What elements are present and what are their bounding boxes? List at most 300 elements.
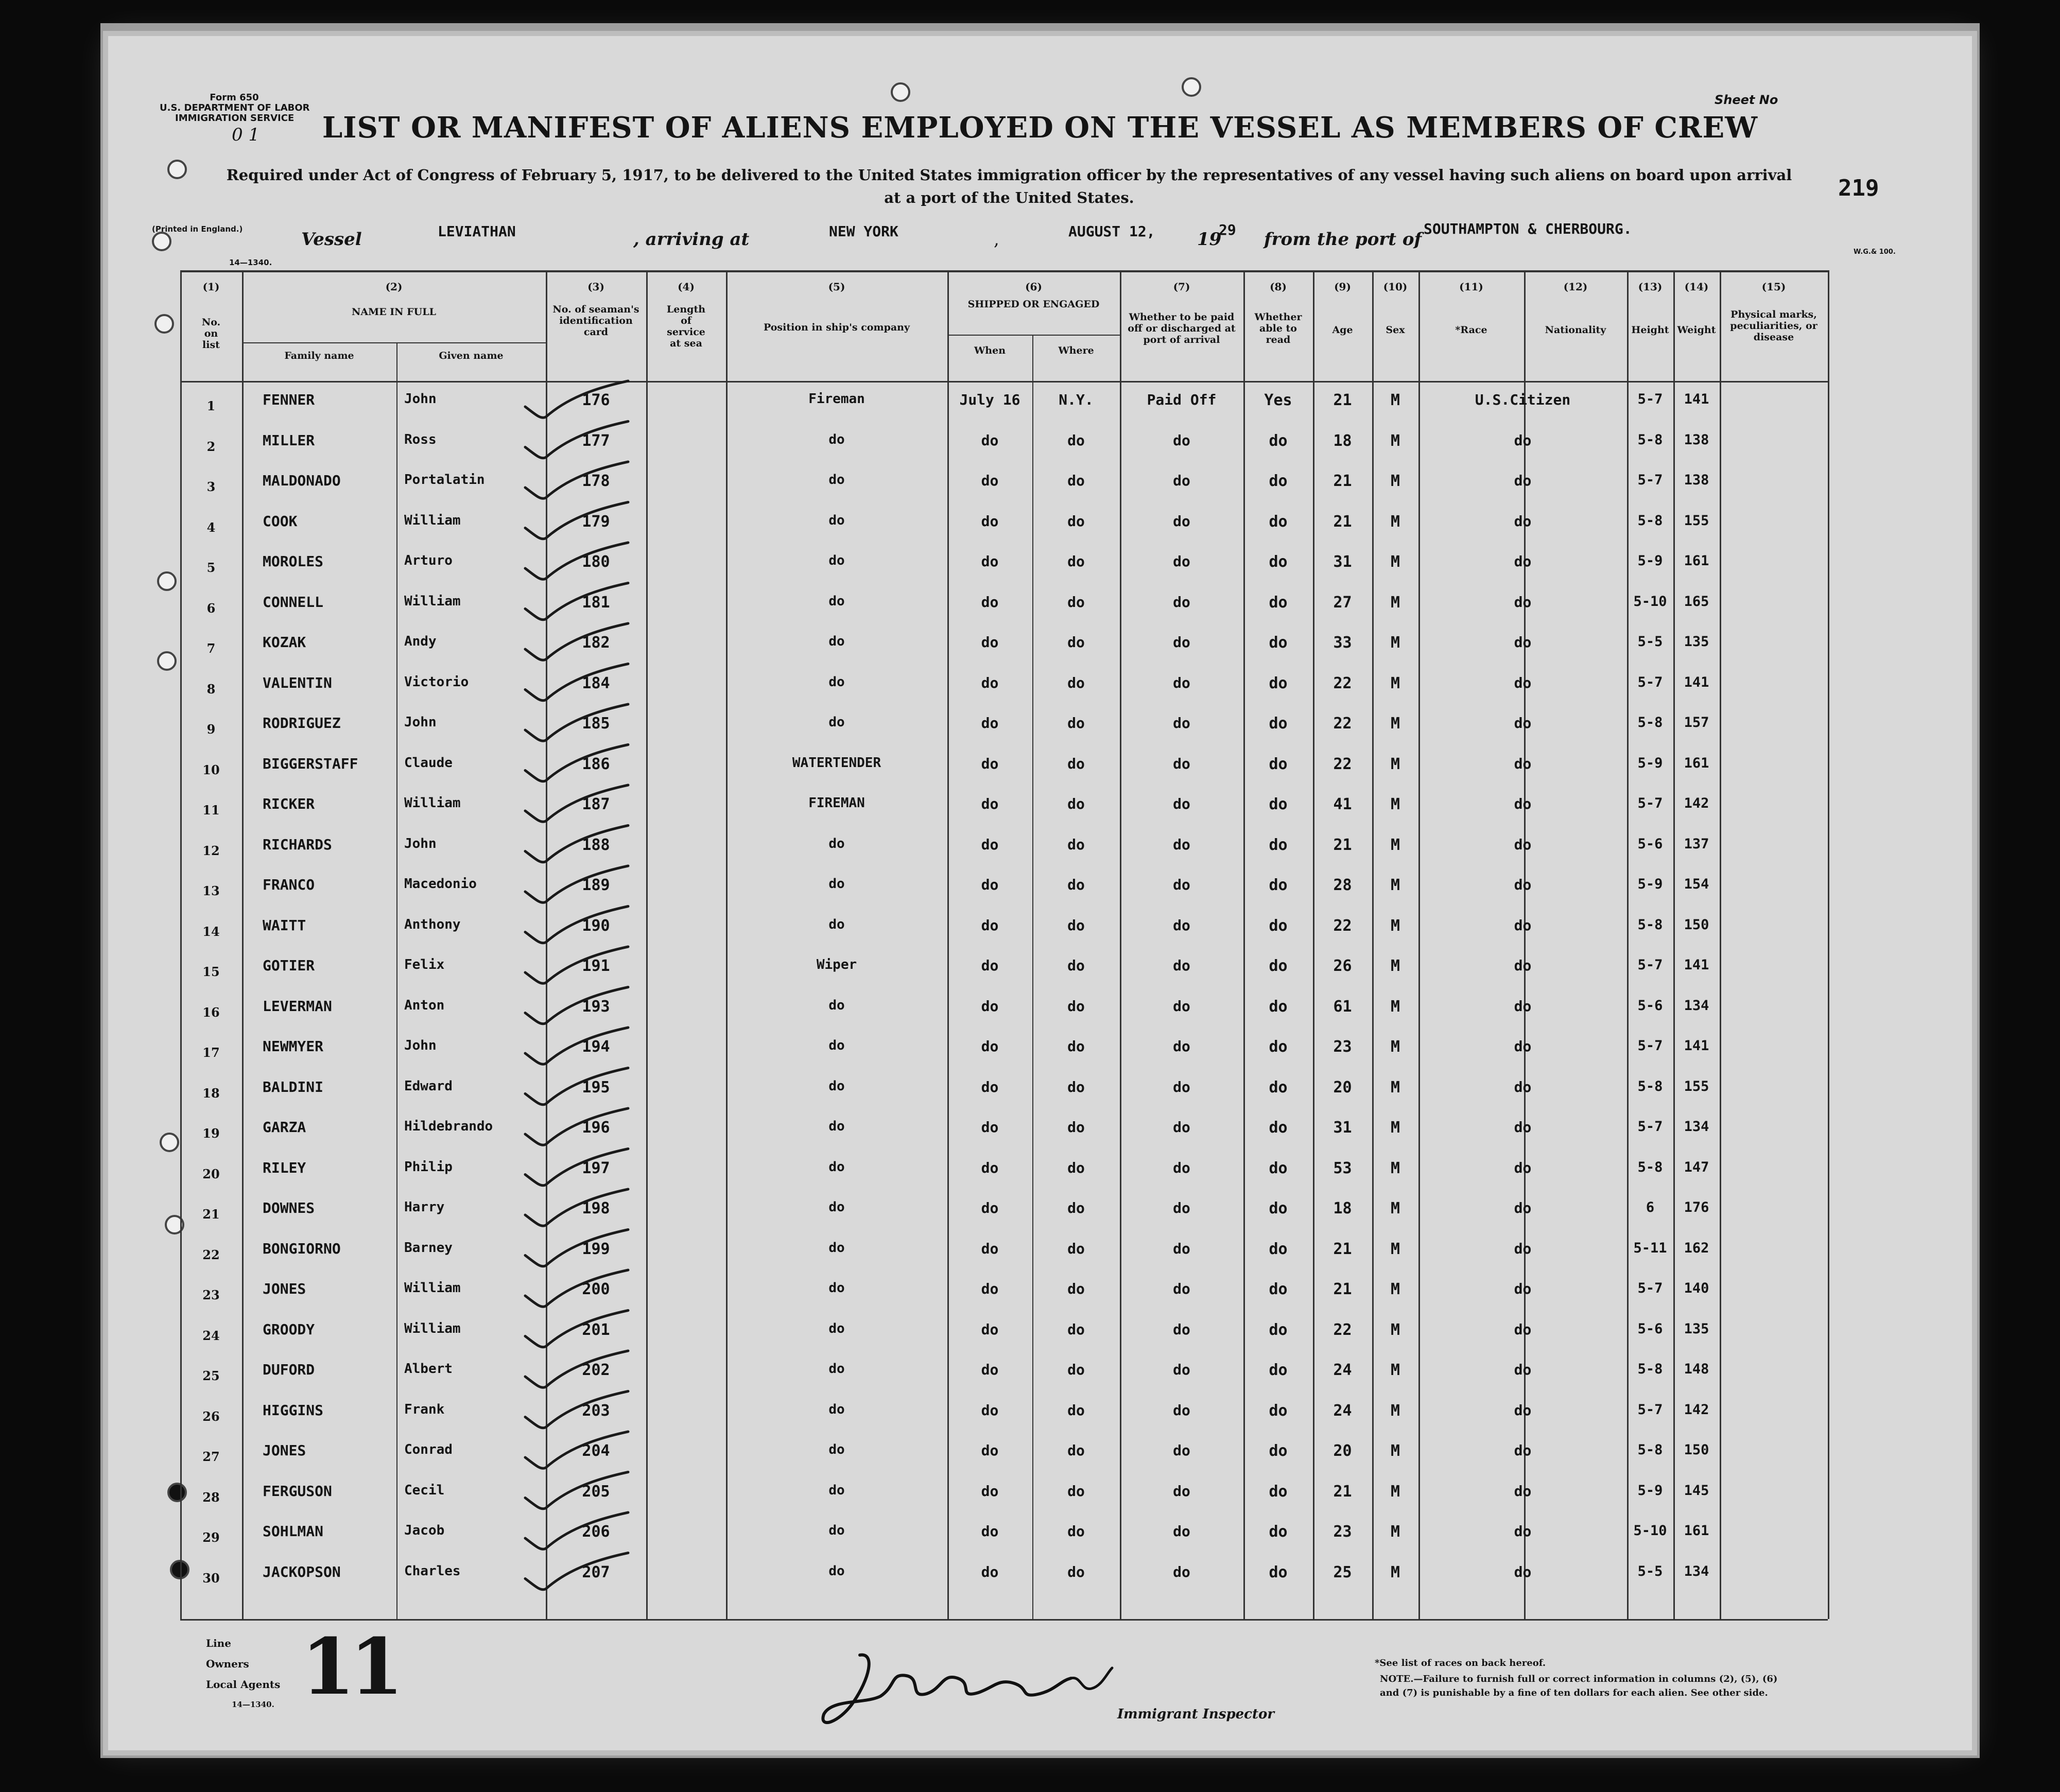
row-weight: 155 xyxy=(1684,1078,1709,1094)
row-card-number: 199 xyxy=(582,1240,610,1258)
row-paid-off: do xyxy=(1173,472,1190,489)
row-race: do xyxy=(1514,593,1532,611)
row-race: do xyxy=(1514,1240,1532,1257)
vessel-name: LEVIATHAN xyxy=(438,223,516,240)
row-race: do xyxy=(1514,795,1532,812)
row-paid-off: do xyxy=(1173,674,1190,691)
row-line-number: 16 xyxy=(202,1004,220,1020)
row-given-name: Conrad xyxy=(404,1442,453,1457)
row-given-name: Portalatin xyxy=(404,472,485,488)
row-given-name: Andy xyxy=(404,634,437,649)
row-position: do xyxy=(828,634,845,649)
row-line-number: 3 xyxy=(206,479,216,494)
row-shipped-where: do xyxy=(1067,431,1085,449)
checkmark-icon xyxy=(525,1108,628,1145)
row-shipped-when: do xyxy=(981,431,999,449)
row-age: 20 xyxy=(1333,1442,1352,1460)
checkmark-icon xyxy=(525,664,628,701)
row-height: 5-8 xyxy=(1637,715,1663,730)
row-family-name: FRANCO xyxy=(263,876,315,893)
col-header-given: Given name xyxy=(439,350,504,361)
row-paid-off: do xyxy=(1173,876,1190,893)
footer-line-label: Line xyxy=(206,1637,231,1649)
row-age: 33 xyxy=(1333,634,1352,652)
row-given-name: Edward xyxy=(404,1078,453,1094)
row-family-name: COOK xyxy=(263,512,298,530)
row-able-to-read: do xyxy=(1269,876,1288,894)
row-paid-off: do xyxy=(1173,1482,1190,1500)
row-shipped-where: do xyxy=(1067,795,1085,812)
row-position: do xyxy=(828,1401,845,1417)
row-shipped-when: do xyxy=(981,1320,999,1338)
row-card-number: 179 xyxy=(582,512,610,531)
form-number: Form 650 xyxy=(210,92,259,103)
row-weight: 138 xyxy=(1684,472,1709,488)
row-height: 5-7 xyxy=(1637,795,1663,811)
row-family-name: GROODY xyxy=(263,1320,315,1338)
row-shipped-when: July 16 xyxy=(959,391,1020,408)
row-sex: M xyxy=(1390,916,1400,935)
row-paid-off: do xyxy=(1173,1523,1190,1540)
row-paid-off: do xyxy=(1173,1159,1190,1176)
col-number-2: (2) xyxy=(385,281,403,293)
row-given-name: John xyxy=(404,1038,437,1053)
row-shipped-where: N.Y. xyxy=(1059,391,1094,408)
row-line-number: 30 xyxy=(202,1570,220,1586)
checkmark-icon xyxy=(525,947,628,983)
row-race: do xyxy=(1514,715,1532,732)
row-race: do xyxy=(1514,1563,1532,1580)
row-sex: M xyxy=(1390,674,1400,692)
row-shipped-where: do xyxy=(1067,512,1085,530)
col-number-14: (14) xyxy=(1684,281,1709,293)
row-card-number: 184 xyxy=(582,674,610,692)
checkmark-icon xyxy=(525,1391,628,1428)
row-race: do xyxy=(1514,836,1532,853)
row-race: do xyxy=(1514,1482,1532,1500)
row-line-number: 21 xyxy=(202,1207,220,1222)
row-position: FIREMAN xyxy=(808,795,865,811)
row-position: do xyxy=(828,1159,845,1175)
row-shipped-when: do xyxy=(981,472,999,489)
row-given-name: Philip xyxy=(404,1159,453,1175)
row-position: do xyxy=(828,431,845,447)
page-subtitle: Required under Act of Congress of February 5, 1917, to be delivered to the United States immigration officer by the representatives of any vessel having such aliens on board upon arrival at a port of the United States. xyxy=(226,166,1792,206)
row-card-number: 191 xyxy=(582,957,610,975)
row-height: 5-8 xyxy=(1637,431,1663,448)
row-shipped-when: do xyxy=(981,1442,999,1459)
row-able-to-read: do xyxy=(1269,1401,1288,1420)
row-position: do xyxy=(828,1119,845,1134)
row-able-to-read: do xyxy=(1269,755,1288,773)
row-line-number: 23 xyxy=(202,1288,220,1302)
row-card-number: 202 xyxy=(582,1361,610,1379)
row-family-name: GOTIER xyxy=(263,957,315,974)
row-shipped-when: do xyxy=(981,836,999,853)
row-shipped-when: do xyxy=(981,795,999,812)
row-given-name: John xyxy=(404,836,437,851)
col-header-height: Height xyxy=(1631,324,1669,336)
row-able-to-read: do xyxy=(1269,715,1288,733)
row-sex: M xyxy=(1390,1523,1400,1541)
row-sex: M xyxy=(1390,1280,1400,1298)
row-race: do xyxy=(1514,1038,1532,1055)
checkmark-icon xyxy=(525,422,628,458)
row-card-number: 193 xyxy=(582,997,610,1016)
inspector-label: Immigrant Inspector xyxy=(1117,1707,1275,1722)
row-given-name: Anthony xyxy=(404,916,461,932)
row-race: do xyxy=(1514,1119,1532,1136)
row-sex: M xyxy=(1390,1442,1400,1460)
row-able-to-read: do xyxy=(1269,997,1288,1016)
row-shipped-where: do xyxy=(1067,876,1085,893)
row-paid-off: do xyxy=(1173,1401,1190,1419)
row-paid-off: do xyxy=(1173,957,1190,974)
row-paid-off: do xyxy=(1173,1361,1190,1378)
row-paid-off: do xyxy=(1173,1442,1190,1459)
row-height: 5-7 xyxy=(1637,1119,1663,1135)
row-age: 21 xyxy=(1333,1482,1352,1501)
row-family-name: BONGIORNO xyxy=(263,1240,341,1257)
row-sex: M xyxy=(1390,1119,1400,1137)
row-family-name: FERGUSON xyxy=(263,1482,332,1500)
row-position: do xyxy=(828,674,845,690)
row-weight: 137 xyxy=(1684,836,1709,852)
row-given-name: Arturo xyxy=(404,553,453,568)
row-shipped-where: do xyxy=(1067,916,1085,934)
checkmark-icon xyxy=(525,1068,628,1105)
row-weight: 157 xyxy=(1684,715,1709,730)
race-note: *See list of races on back hereof. xyxy=(1375,1658,1546,1668)
row-given-name: William xyxy=(404,1320,461,1336)
row-height: 5-7 xyxy=(1637,391,1663,407)
row-race: do xyxy=(1514,1159,1532,1176)
checkmark-icon xyxy=(525,1270,628,1307)
row-position: do xyxy=(828,593,845,609)
row-height: 5-11 xyxy=(1633,1240,1667,1256)
row-race: do xyxy=(1514,674,1532,691)
checkmark-icon xyxy=(525,543,628,579)
row-paid-off: do xyxy=(1173,755,1190,772)
row-height: 5-8 xyxy=(1637,512,1663,529)
row-shipped-where: do xyxy=(1067,836,1085,853)
separator-comma: , xyxy=(994,229,999,250)
row-sex: M xyxy=(1390,431,1400,450)
row-age: 22 xyxy=(1333,715,1352,733)
row-height: 5-7 xyxy=(1637,472,1663,488)
row-shipped-where: do xyxy=(1067,1159,1085,1176)
row-line-number: 10 xyxy=(202,762,220,777)
row-age: 23 xyxy=(1333,1038,1352,1056)
row-height: 5-8 xyxy=(1637,1078,1663,1094)
row-age: 28 xyxy=(1333,876,1352,894)
row-card-number: 196 xyxy=(582,1119,610,1137)
row-card-number: 197 xyxy=(582,1159,610,1177)
row-shipped-where: do xyxy=(1067,1563,1085,1580)
row-family-name: CONNELL xyxy=(263,593,324,611)
checkmark-icon xyxy=(525,704,628,741)
row-shipped-where: do xyxy=(1067,1119,1085,1136)
row-age: 23 xyxy=(1333,1523,1352,1541)
checkmark-icon xyxy=(525,1432,628,1468)
row-sex: M xyxy=(1390,553,1400,571)
row-shipped-when: do xyxy=(981,553,999,570)
col-header-race: *Race xyxy=(1455,324,1487,336)
row-line-number: 26 xyxy=(202,1408,220,1424)
row-able-to-read: do xyxy=(1269,512,1288,531)
row-position: do xyxy=(828,1563,845,1579)
row-weight: 142 xyxy=(1684,1401,1709,1418)
checkmark-icon xyxy=(525,1230,628,1266)
col-header-when: When xyxy=(974,345,1006,356)
row-weight: 145 xyxy=(1684,1482,1709,1499)
row-position: do xyxy=(828,876,845,892)
checkmark-icon xyxy=(525,987,628,1024)
row-sex: M xyxy=(1390,957,1400,975)
row-sex: M xyxy=(1390,1563,1400,1581)
row-line-number: 28 xyxy=(202,1489,220,1505)
row-card-number: 189 xyxy=(582,876,610,894)
row-able-to-read: do xyxy=(1269,1442,1288,1460)
checkmark-icon xyxy=(525,1028,628,1064)
row-shipped-where: do xyxy=(1067,1442,1085,1459)
row-position: do xyxy=(828,1038,845,1053)
form-code-right: W.G.& 100. xyxy=(1854,248,1896,256)
row-height: 5-8 xyxy=(1637,916,1663,933)
row-paid-off: do xyxy=(1173,1280,1190,1297)
row-weight: 135 xyxy=(1684,634,1709,650)
row-paid-off: do xyxy=(1173,715,1190,732)
row-card-number: 187 xyxy=(582,795,610,813)
col-number-10: (10) xyxy=(1383,281,1408,293)
row-line-number: 20 xyxy=(202,1166,220,1181)
row-race: do xyxy=(1514,1442,1532,1459)
row-age: 41 xyxy=(1333,795,1352,813)
row-position: do xyxy=(828,1240,845,1256)
row-able-to-read: do xyxy=(1269,836,1288,854)
row-family-name: BIGGERSTAFF xyxy=(263,755,358,772)
row-shipped-where: do xyxy=(1067,957,1085,974)
checkmark-icon xyxy=(525,1189,628,1226)
row-family-name: BALDINI xyxy=(263,1078,324,1095)
row-family-name: RICKER xyxy=(263,795,315,812)
row-card-number: 180 xyxy=(582,553,610,571)
row-height: 5-5 xyxy=(1637,634,1663,650)
row-race: do xyxy=(1514,876,1532,893)
row-race: do xyxy=(1514,431,1532,449)
row-shipped-where: do xyxy=(1067,1523,1085,1540)
row-paid-off: do xyxy=(1173,997,1190,1015)
row-sex: M xyxy=(1390,1482,1400,1501)
row-card-number: 190 xyxy=(582,916,610,935)
checkmark-icon xyxy=(525,381,628,417)
row-line-number: 25 xyxy=(202,1368,220,1383)
row-given-name: Claude xyxy=(404,755,453,771)
row-shipped-where: do xyxy=(1067,755,1085,772)
row-position: do xyxy=(828,1361,845,1377)
col-header-marks: Physical marks, peculiarities, or disease xyxy=(1730,309,1817,343)
row-paid-off: do xyxy=(1173,1119,1190,1136)
row-family-name: MILLER xyxy=(263,431,315,449)
row-given-name: Cecil xyxy=(404,1482,445,1498)
row-able-to-read: do xyxy=(1269,1078,1288,1097)
row-height: 5-9 xyxy=(1637,876,1663,892)
col-header-age: Age xyxy=(1332,324,1353,336)
row-shipped-where: do xyxy=(1067,634,1085,651)
row-shipped-where: do xyxy=(1067,1240,1085,1257)
row-card-number: 181 xyxy=(582,593,610,612)
col-number-9: (9) xyxy=(1334,281,1351,293)
row-paid-off: do xyxy=(1173,1320,1190,1338)
row-weight: 138 xyxy=(1684,431,1709,448)
row-sex: M xyxy=(1390,1320,1400,1339)
row-shipped-when: do xyxy=(981,1523,999,1540)
row-family-name: RILEY xyxy=(263,1159,306,1176)
row-line-number: 13 xyxy=(202,883,220,898)
row-position: do xyxy=(828,715,845,730)
row-shipped-when: do xyxy=(981,997,999,1015)
row-age: 20 xyxy=(1333,1078,1352,1097)
row-line-number: 4 xyxy=(206,519,216,535)
checkmark-icon xyxy=(525,1311,628,1347)
row-line-number: 19 xyxy=(202,1126,220,1141)
row-card-number: 185 xyxy=(582,715,610,733)
col-number-11: (11) xyxy=(1459,281,1483,293)
row-line-number: 29 xyxy=(202,1530,220,1545)
col-number-3: (3) xyxy=(587,281,604,293)
row-card-number: 177 xyxy=(582,431,610,450)
department-label: U.S. DEPARTMENT OF LABOR xyxy=(160,102,310,113)
form-code-left: 14—1340. xyxy=(229,258,272,267)
row-line-number: 7 xyxy=(206,641,216,656)
row-card-number: 186 xyxy=(582,755,610,773)
row-given-name: William xyxy=(404,795,461,811)
row-age: 21 xyxy=(1333,1240,1352,1258)
row-position: do xyxy=(828,916,845,932)
row-race: do xyxy=(1514,1361,1532,1378)
row-height: 5-9 xyxy=(1637,553,1663,569)
row-race: do xyxy=(1514,1401,1532,1419)
checkmark-icon xyxy=(525,826,628,862)
row-age: 18 xyxy=(1333,431,1352,450)
row-able-to-read: do xyxy=(1269,472,1288,490)
row-able-to-read: do xyxy=(1269,1119,1288,1137)
row-family-name: NEWMYER xyxy=(263,1038,324,1055)
row-given-name: John xyxy=(404,391,437,407)
row-able-to-read: do xyxy=(1269,1038,1288,1056)
row-given-name: William xyxy=(404,593,461,609)
row-shipped-where: do xyxy=(1067,997,1085,1015)
row-card-number: 203 xyxy=(582,1401,610,1420)
row-line-number: 27 xyxy=(202,1449,220,1464)
row-card-number: 201 xyxy=(582,1320,610,1339)
row-weight: 148 xyxy=(1684,1361,1709,1377)
row-line-number: 5 xyxy=(206,560,216,575)
row-given-name: Victorio xyxy=(404,674,469,690)
row-age: 21 xyxy=(1333,836,1352,854)
row-race: do xyxy=(1514,916,1532,934)
row-height: 5-10 xyxy=(1633,593,1667,610)
row-shipped-when: do xyxy=(981,916,999,934)
row-family-name: LEVERMAN xyxy=(263,997,332,1015)
row-race: do xyxy=(1514,553,1532,570)
row-given-name: Harry xyxy=(404,1199,445,1215)
col-header-no: No. on list xyxy=(201,317,221,351)
row-shipped-where: do xyxy=(1067,1320,1085,1338)
row-age: 25 xyxy=(1333,1563,1352,1581)
row-weight: 134 xyxy=(1684,1563,1709,1579)
row-able-to-read: do xyxy=(1269,1563,1288,1581)
row-weight: 141 xyxy=(1684,957,1709,973)
row-age: 27 xyxy=(1333,593,1352,612)
row-sex: M xyxy=(1390,472,1400,490)
row-position: do xyxy=(828,997,845,1013)
row-able-to-read: do xyxy=(1269,1280,1288,1298)
row-able-to-read: do xyxy=(1269,593,1288,612)
row-weight: 155 xyxy=(1684,512,1709,529)
row-sex: M xyxy=(1390,836,1400,854)
vessel-label: Vessel xyxy=(301,229,362,250)
row-height: 5-7 xyxy=(1637,674,1663,690)
row-paid-off: do xyxy=(1173,916,1190,934)
row-sex: M xyxy=(1390,1240,1400,1258)
row-sex: M xyxy=(1390,755,1400,773)
row-paid-off: do xyxy=(1173,795,1190,812)
row-weight: 135 xyxy=(1684,1320,1709,1337)
row-shipped-when: do xyxy=(981,634,999,651)
row-race: do xyxy=(1514,1280,1532,1297)
row-age: 22 xyxy=(1333,1320,1352,1339)
row-race: do xyxy=(1514,1523,1532,1540)
row-weight: 161 xyxy=(1684,755,1709,771)
row-paid-off: do xyxy=(1173,836,1190,853)
row-position: do xyxy=(828,512,845,528)
row-sex: M xyxy=(1390,512,1400,531)
row-shipped-when: do xyxy=(981,674,999,691)
col-header-weight: Weight xyxy=(1677,324,1716,336)
row-position: do xyxy=(828,472,845,488)
arriving-label: , arriving at xyxy=(633,229,750,250)
handwritten-mark: 0 1 xyxy=(232,125,260,145)
row-shipped-where: do xyxy=(1067,1078,1085,1095)
printed-in-note: (Printed in England.) xyxy=(152,224,243,234)
row-given-name: Felix xyxy=(404,957,445,972)
row-height: 5-8 xyxy=(1637,1159,1663,1175)
row-paid-off: do xyxy=(1173,431,1190,449)
row-shipped-where: do xyxy=(1067,1038,1085,1055)
col-header-length: Length of service at sea xyxy=(666,304,706,349)
row-sex: M xyxy=(1390,1199,1400,1217)
row-sex: M xyxy=(1390,876,1400,894)
col-number-15: (15) xyxy=(1761,281,1786,293)
row-line-number: 17 xyxy=(202,1045,220,1060)
row-paid-off: do xyxy=(1173,1199,1190,1216)
row-paid-off: do xyxy=(1173,1038,1190,1055)
row-weight: 150 xyxy=(1684,1442,1709,1458)
checkmark-icon xyxy=(525,1553,628,1590)
row-race: do xyxy=(1514,1078,1532,1095)
row-sex: M xyxy=(1390,1159,1400,1177)
row-line-number: 24 xyxy=(202,1328,220,1343)
row-shipped-when: do xyxy=(981,715,999,732)
row-weight: 141 xyxy=(1684,391,1709,407)
row-able-to-read: do xyxy=(1269,431,1288,450)
row-race: do xyxy=(1514,1320,1532,1338)
row-card-number: 200 xyxy=(582,1280,610,1298)
footer-agents-label: Local Agents xyxy=(206,1678,281,1691)
row-card-number: 188 xyxy=(582,836,610,854)
row-age: 18 xyxy=(1333,1199,1352,1217)
